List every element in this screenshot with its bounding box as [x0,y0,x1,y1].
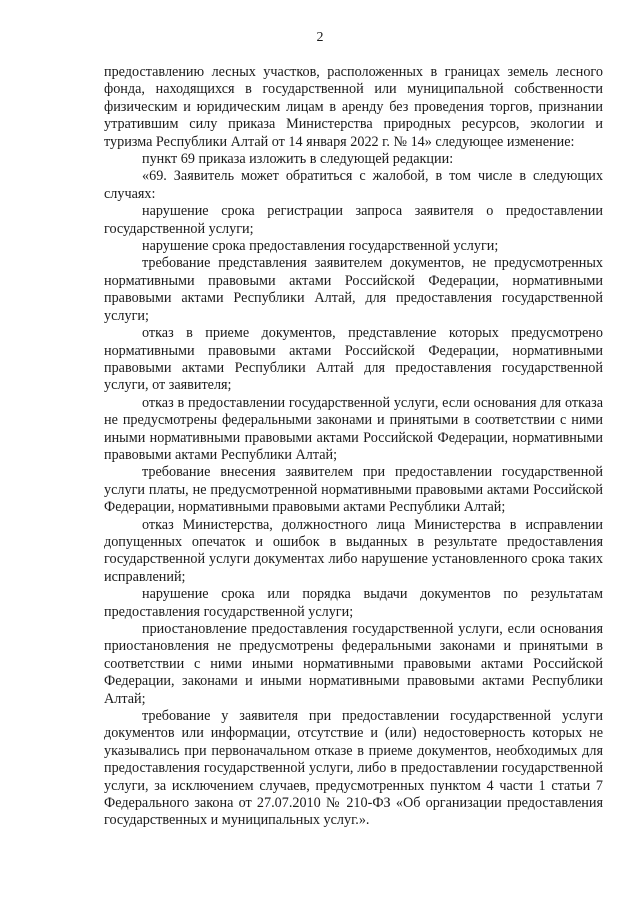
list-item: отказ в приеме документов, представление которых предусмотрено нормативными правовыми актами Российской Федерации, нормативными правовыми актами Республики Алтай для предоставления государственной услуги, от заявителя; [104,325,603,394]
paragraph-intro-continuation: предоставлению лесных участков, расположенных в границах земель лесного фонда, находящихся в государственной или муниципальной собственности физическим и юридическим лицам в аренду без проведения торгов, признании утратившим силу приказа Министерства природных ресурсов, экологии и туризма Республики Алтай от 14 января 2022 г. № 14» следующее изменение: [104,64,603,150]
list-item: требование у заявителя при предоставлении государственной услуги документов или информации, отсутствие и (или) недостоверность которых не указывались при первоначальном отказе в приеме документов, необходимых для предоставления государственной услуги, либо в предоставлении государственной услуги, за исключением случаев, предусмотренных пунктом 4 части 1 статьи 7 Федерального закона от 27.07.2010 № 210-ФЗ «Об организации предоставления государственных и муниципальных услуг.». [104,708,603,829]
list-item: отказ в предоставлении государственной услуги, если основания для отказа не предусмотрены федеральными законами и принятыми в соответствии с ними иными нормативными правовыми актами Российской Федерации, нормативными правовыми актами Республики Алтай; [104,394,603,463]
list-item: приостановление предоставления государственной услуги, если основания приостановления не предусмотрены федеральными законами и принятыми в соответствии с ними иными нормативными правовыми актами Российской Федерации, законами и иными нормативными правовыми актами Республики Алтай; [104,621,603,707]
list-item: требование представления заявителем документов, не предусмотренных нормативными правовыми актами Российской Федерации, нормативными правовыми актами Республики Алтай, для предоставления государственной услуги; [104,255,603,324]
list-item: нарушение срока предоставления государственной услуги; [142,238,499,255]
paragraph-clause-69-heading: «69. Заявитель может обратиться с жалобой, в том числе в следующих случаях: [104,168,603,202]
list-item: нарушение срока регистрации запроса заявителя о предоставлении государственной услуги; [104,203,603,237]
document-body [104,64,603,830]
paragraph-amendment-point: пункт 69 приказа изложить в следующей редакции: [142,151,454,168]
list-item: отказ Министерства, должностного лица Министерства в исправлении допущенных опечаток и ошибок в выданных в результате предоставления государственной услуги документах либо нарушение установленного срока таких исправлений; [104,516,603,585]
list-item: требование внесения заявителем при предоставлении государственной услуги платы, не предусмотренной нормативными правовыми актами Российской Федерации, нормативными правовыми актами Республики Алтай; [104,464,603,516]
list-item: нарушение срока или порядка выдачи документов по результатам предоставления государственной услуги; [104,586,603,620]
page-number: 2 [316,30,324,45]
